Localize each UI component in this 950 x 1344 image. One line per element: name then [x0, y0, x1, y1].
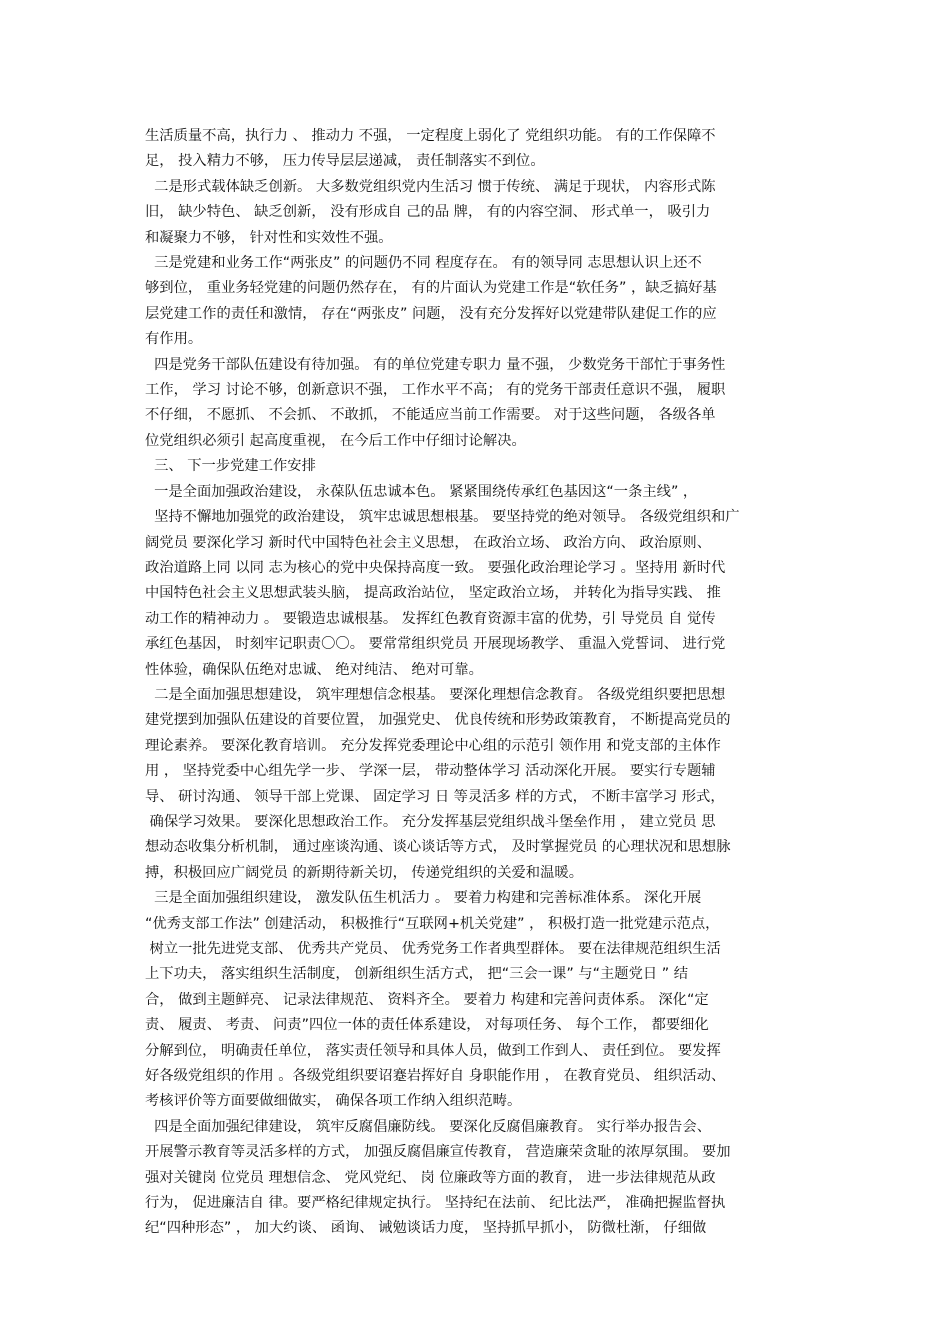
text-line: 政治道路上同 以同 志为核心的党中央保持高度一致。 要强化政治理论学习 。坚持用 新时代 — [145, 559, 726, 576]
text-line: “优秀支部工作法” 创建活动， 积极推行“互联网+机关党建” ， 积极打造一批党建示范点， — [145, 915, 720, 932]
text-line: 四是党务干部队伍建设有待加强。 有的单位党建专职力 量不强， 少数党务干部忙于事务性 — [145, 356, 726, 373]
text-line: 建党摆到加强队伍建设的首要位置， 加强党史、 优良传统和形势政策教育， 不断提高党员的 — [145, 712, 731, 729]
text-line: 想动态收集分析机制， 通过座谈沟通、谈心谈话等方式， 及时掌握党员 的心理状况和思想脉 — [145, 839, 731, 856]
text-line: 导、 研讨沟通、 领导干部上党课、 固定学习 日 等灵活多 样的方式， 不断丰富学习 形式， — [145, 788, 725, 805]
text-line: 搏，积极回应广阔党员 的新期待新关切， 传递党组织的关爱和温暖。 — [145, 864, 583, 881]
text-line: 三是全面加强组织建设， 激发队伍生机活力 。 要着力构建和完善标准体系。 深化开展 — [145, 890, 702, 907]
text-line: 三是党建和业务工作“两张皮” 的问题仍不同 程度存在。 有的领导同 志思想认识上还不 — [145, 255, 702, 272]
text-line: 足， 投入精力不够， 压力传导层层递减， 责任制落实不到位。 — [145, 153, 545, 170]
section-heading: 三、 下一步党建工作安排 — [145, 458, 316, 475]
text-line: 承红色基因， 时刻牢记职责〇〇。 要常常组织党员 开展现场教学、 重温入党誓词、 进行党 — [145, 636, 726, 653]
text-line: 一是全面加强政治建设， 永葆队伍忠诚本色。 紧紧围绕传承红色基因这“一条主线” ， — [145, 483, 698, 500]
text-line: 二是全面加强思想建设， 筑牢理想信念根基。 要深化理想信念教育。 各级党组织要把思想 — [145, 686, 726, 703]
text-line: 性体验，确保队伍绝对忠诚、 绝对纯洁、 绝对可靠。 — [145, 661, 483, 678]
text-line: 分解到位， 明确责任单位， 落实责任领导和具体人员，做到工作到人、 责任到位。 要发挥 — [145, 1042, 721, 1059]
text-line: 中国特色社会主义思想武装头脑， 提高政治站位， 坚定政治立场， 并转化为指导实践、 推 — [145, 585, 721, 602]
text-line: 坚持不懈地加强党的政治建设， 筑牢忠诚思想根基。 要坚持党的绝对领导。 各级党组织和广 — [145, 509, 740, 526]
text-line: 上下功夫， 落实组织生活制度， 创新组织生活方式， 把“三会一课” 与“主题党日 ” 结 — [145, 966, 688, 983]
text-line: 有作用。 — [145, 331, 203, 348]
text-line: 树立一批先进党支部、 优秀共产党员、 优秀党务工作者典型群体。 要在法律规范组织生活 — [145, 941, 721, 957]
text-line: 阔党员 要深化学习 新时代中国特色社会主义思想， 在政治立场、 政治方向、 政治原则、 — [145, 534, 712, 551]
text-line: 动工作的精神动力 。 要锻造忠诚根基。 发挥红色教育资源丰富的优势，引 导党员 自 觉传 — [145, 610, 716, 627]
text-line: 考核评价等方面要做细做实， 确保各项工作纳入组织范畴。 — [145, 1093, 522, 1110]
text-line: 用 ， 坚持党委中心组先学一步、 学深一层， 带动整体学习 活动深化开展。 要实行专题辅 — [145, 763, 716, 780]
text-line: 行为， 促进廉洁自 律。要严格纪律规定执行。 坚持纪在法前、 纪比法严， 准确把握监督执 — [145, 1195, 726, 1212]
text-line: 理论素养。 要深化教育培训。 充分发挥党委理论中心组的示范引 领作用 和党支部的主体作 — [145, 737, 721, 754]
text-line: 开展警示教育等灵活多样的方式， 加强反腐倡廉宣传教育， 营造廉荣贪耻的浓厚氛围。 要加 — [145, 1144, 731, 1161]
text-line: 层党建工作的责任和激情， 存在“两张皮” 问题， 没有充分发挥好以党建带队建促工作的应 — [145, 305, 717, 322]
document-body — [145, 124, 845, 1242]
text-line: 强对关键岗 位党员 理想信念、 党风党纪、 岗 位廉政等方面的教育， 进一步法律规范从政 — [145, 1169, 716, 1186]
text-line: 四是全面加强纪律建设， 筑牢反腐倡廉防线。 要深化反腐倡廉教育。 实行举办报告会、 — [145, 1118, 711, 1135]
text-line: 好各级党组织的作用 。各级党组织要诏蹇岩挥好自 身职能作用 ， 在教育党员、 组织活动、 — [145, 1068, 726, 1085]
text-line: 生活质量不高，执行力 、 推动力 不强， 一定程度上弱化了 党组织功能。 有的工作保障不 — [145, 128, 716, 144]
text-line: 和凝聚力不够， 针对性和实效性不强。 — [145, 229, 393, 246]
text-line: 二是形式载体缺乏创新。 大多数党组织党内生活习 惯于传统、 满足于现状， 内容形式陈 — [145, 178, 716, 195]
text-line: 纪“四种形态” ， 加大约谈、 函询、 诫勉谈话力度， 坚持抓早抓小， 防微杜渐， 仔细做 — [145, 1220, 707, 1237]
text-line: 确保学习效果。 要深化思想政治工作。 充分发挥基层党组织战斗堡垒作用 ， 建立党员 思 — [145, 813, 716, 830]
text-line: 工作， 学习 讨论不够，创新意识不强， 工作水平不高； 有的党务干部责任意识不强， 履职 — [145, 382, 726, 399]
text-line: 位党组织必须引 起高度重视， 在今后工作中仔细讨论解决。 — [145, 432, 526, 449]
text-line: 合， 做到主题鲜亮、 记录法律规范、 资料齐全。 要着力 构建和完善问责体系。 深化“定 — [145, 991, 709, 1008]
text-line: 旧， 缺少特色、 缺乏创新， 没有形成自 己的品 牌， 有的内容空洞、 形式单一， 吸引力 — [145, 204, 711, 221]
text-line: 够到位， 重业务轻党建的问题仍然存在， 有的片面认为党建工作是“软任务” ，缺乏搞好基 — [145, 280, 717, 297]
text-line: 不仔细， 不愿抓、 不会抓、 不敢抓， 不能适应当前工作需要。 对于这些问题， 各级各单 — [145, 407, 716, 424]
text-line: 责、 履责、 考责、 问责”四位一体的责任体系建设， 对每项任务、 每个工作， 都要细化 — [145, 1017, 709, 1034]
